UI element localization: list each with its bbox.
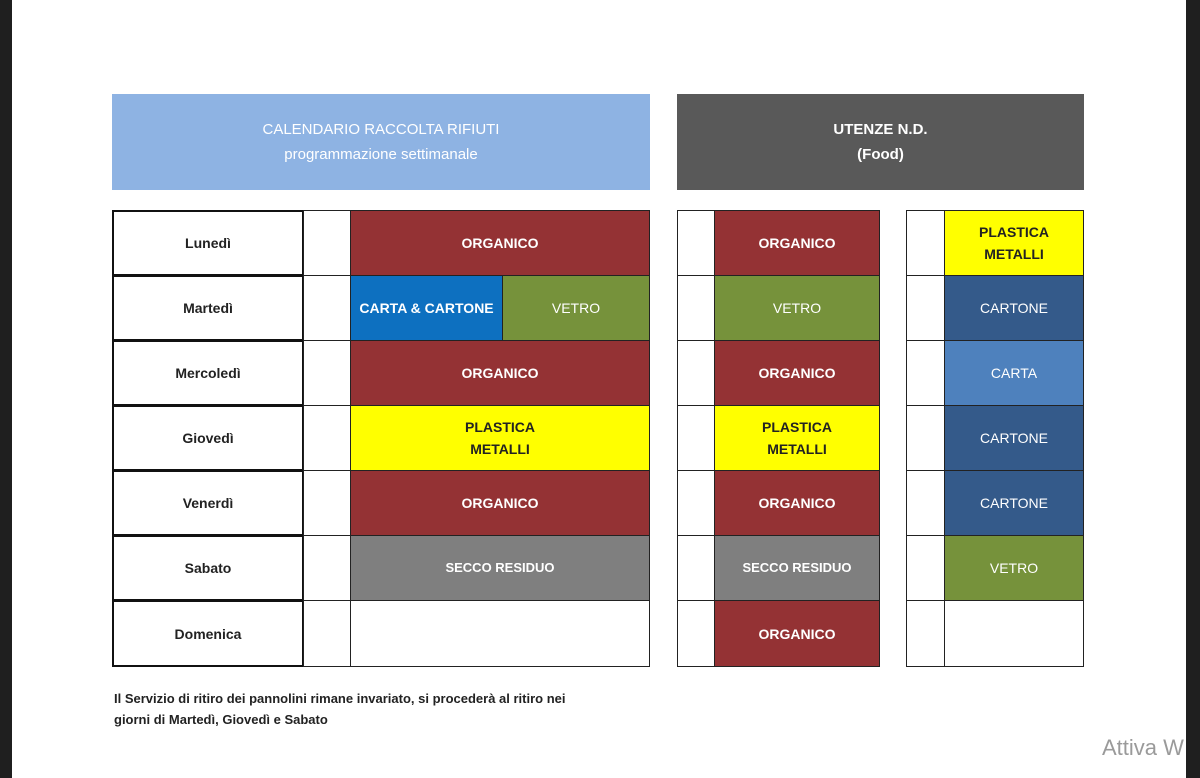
blank-cell <box>677 275 715 341</box>
day-sunday: Domenica <box>112 600 304 667</box>
blank-cell <box>303 405 351 471</box>
blank-cell <box>303 275 351 341</box>
blank-cell <box>677 470 715 536</box>
document-page <box>12 0 1186 778</box>
utenze-subtitle: (Food) <box>857 146 904 163</box>
footnote-line1: Il Servizio di ritiro dei pannolini rimane invariato, si procederà al ritiro nei <box>114 691 566 706</box>
schedule-thursday-line1: PLASTICA <box>465 419 535 435</box>
extra-monday <box>944 210 1084 276</box>
blank-cell <box>906 470 945 536</box>
blank-cell <box>677 405 715 471</box>
calendar-title: CALENDARIO RACCOLTA RIFIUTI <box>262 121 500 138</box>
schedule-friday: ORGANICO <box>350 470 650 536</box>
extra-wednesday: CARTA <box>944 340 1084 406</box>
day-thursday: Giovedì <box>112 405 304 471</box>
food-thursday-line2: METALLI <box>767 441 827 457</box>
extra-monday-line1: PLASTICA <box>979 224 1049 240</box>
footnote-line2: giorni di Martedì, Giovedì e Sabato <box>114 712 328 727</box>
blank-cell <box>906 210 945 276</box>
blank-cell <box>906 405 945 471</box>
blank-cell <box>303 535 351 601</box>
blank-cell <box>677 340 715 406</box>
schedule-monday: ORGANICO <box>350 210 650 276</box>
footnote <box>114 688 674 730</box>
blank-cell <box>303 210 351 276</box>
blank-cell <box>303 340 351 406</box>
extra-sunday <box>944 600 1084 667</box>
blank-cell <box>906 340 945 406</box>
blank-cell <box>906 600 945 667</box>
extra-friday: CARTONE <box>944 470 1084 536</box>
extra-saturday: VETRO <box>944 535 1084 601</box>
schedule-tuesday-carta: CARTA & CARTONE <box>350 275 503 341</box>
schedule-thursday <box>350 405 650 471</box>
blank-cell <box>303 600 351 667</box>
blank-cell <box>303 470 351 536</box>
extra-monday-line2: METALLI <box>984 246 1044 262</box>
day-tuesday: Martedì <box>112 275 304 341</box>
schedule-tuesday-vetro: VETRO <box>502 275 650 341</box>
food-wednesday: ORGANICO <box>714 340 880 406</box>
utenze-header <box>677 94 1084 190</box>
blank-cell <box>677 535 715 601</box>
schedule-sunday <box>350 600 650 667</box>
schedule-wednesday: ORGANICO <box>350 340 650 406</box>
extra-tuesday: CARTONE <box>944 275 1084 341</box>
schedule-saturday: SECCO RESIDUO <box>350 535 650 601</box>
blank-cell <box>677 600 715 667</box>
food-friday: ORGANICO <box>714 470 880 536</box>
calendar-header <box>112 94 650 190</box>
food-saturday: SECCO RESIDUO <box>714 535 880 601</box>
food-thursday <box>714 405 880 471</box>
day-saturday: Sabato <box>112 535 304 601</box>
food-tuesday: VETRO <box>714 275 880 341</box>
calendar-subtitle: programmazione settimanale <box>284 146 478 163</box>
utenze-title: UTENZE N.D. <box>833 121 928 138</box>
schedule-thursday-line2: METALLI <box>470 441 530 457</box>
blank-cell <box>906 535 945 601</box>
extra-thursday: CARTONE <box>944 405 1084 471</box>
blank-cell <box>677 210 715 276</box>
day-friday: Venerdì <box>112 470 304 536</box>
blank-cell <box>906 275 945 341</box>
day-monday: Lunedì <box>112 210 304 276</box>
activation-watermark: Attiva W <box>1102 735 1184 760</box>
food-thursday-line1: PLASTICA <box>762 419 832 435</box>
food-monday: ORGANICO <box>714 210 880 276</box>
day-wednesday: Mercoledì <box>112 340 304 406</box>
food-sunday: ORGANICO <box>714 600 880 667</box>
